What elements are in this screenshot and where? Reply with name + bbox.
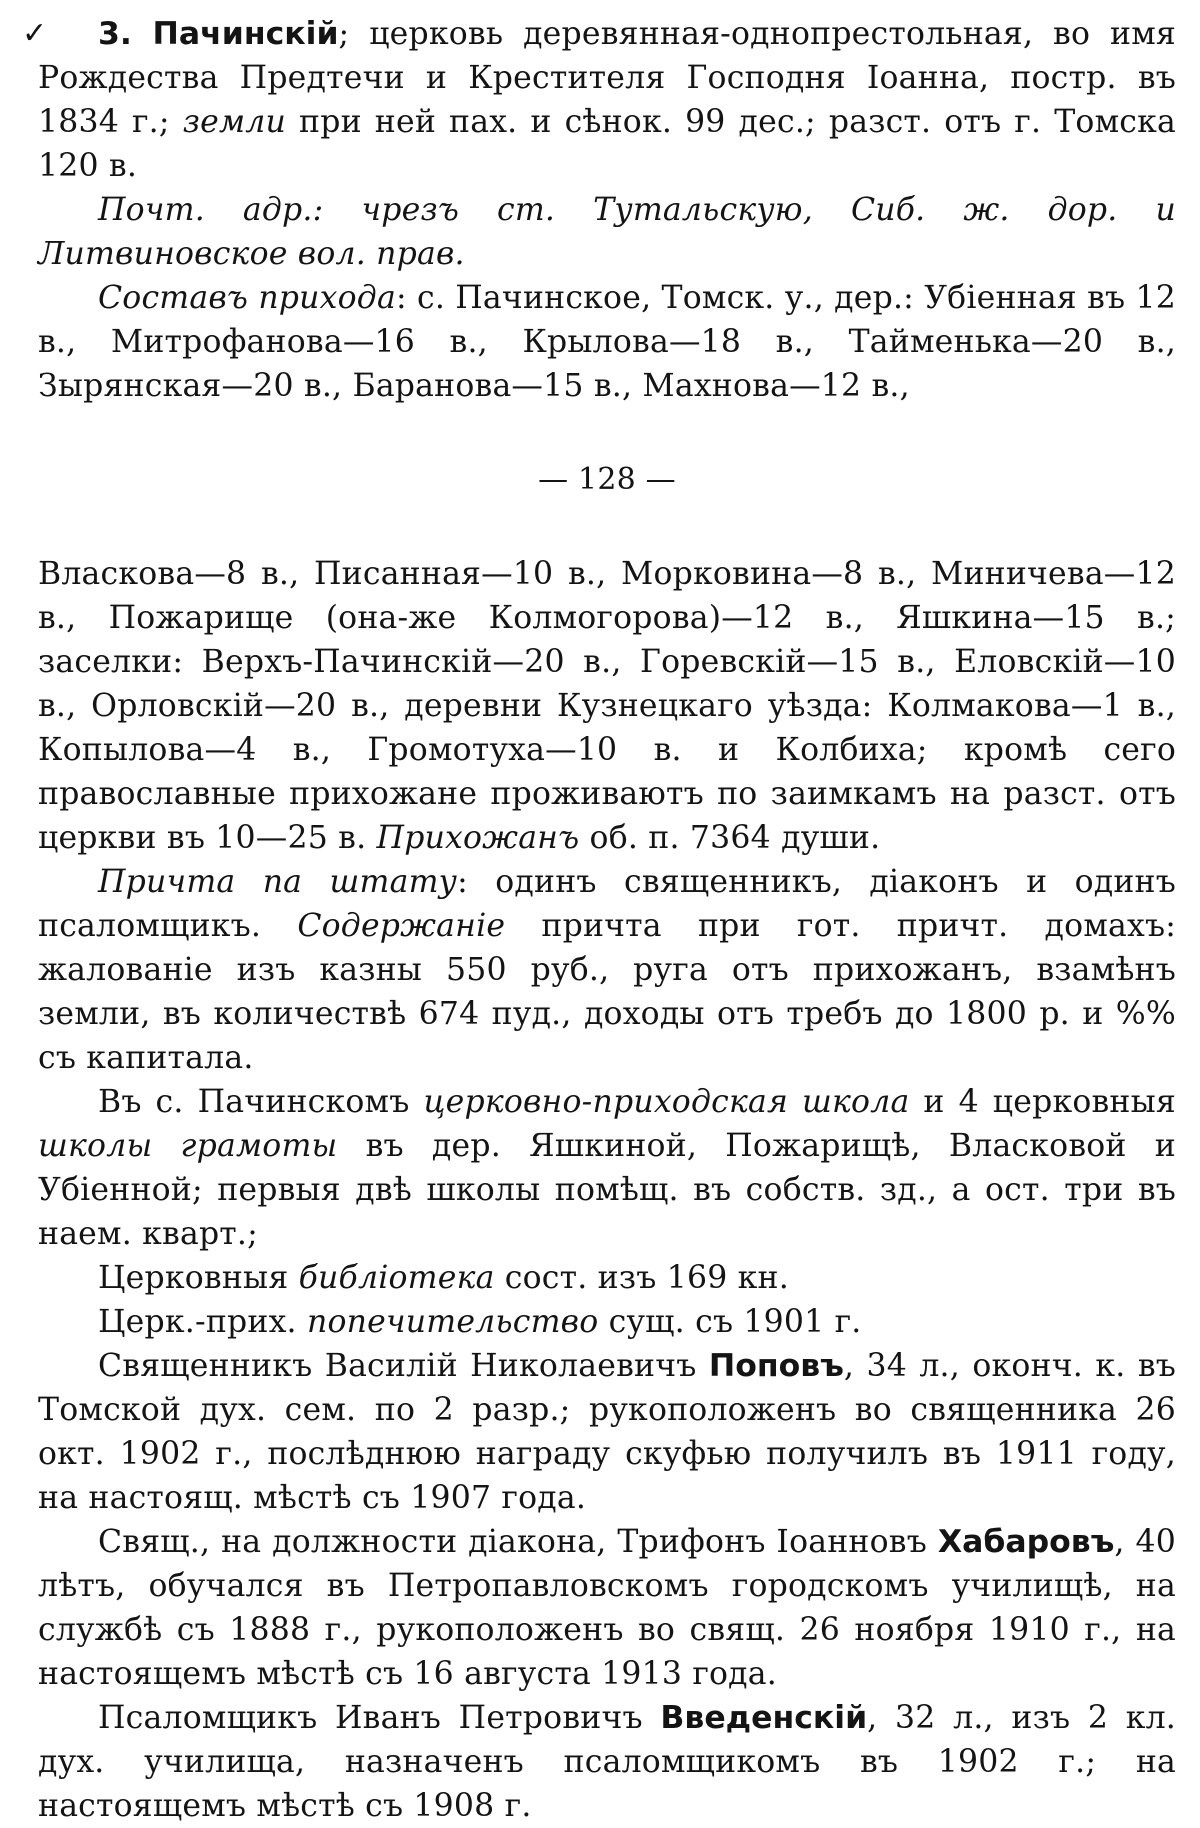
psalmist-surname: Введенскій [660,1700,868,1736]
priest-text-2: , 34 л., оконч. к. въ Томской дух. сем. по 2 разр.; рукоположенъ во священника 26 окт. 1902 г., послѣднюю награду скуфью получилъ въ 1911 году, на настоящ. мѣстѣ съ 1907 года. [38,1348,1176,1516]
deacon-text-1: Свящ., на должности діакона, Трифонъ Іоанновъ [98,1524,927,1560]
deacon-paragraph [38,1520,1176,1696]
maintenance-text: причта при гот. причт. домахъ: жалованіе изъ казны 550 руб., руга отъ прихожанъ, взамѣнъ земли, въ количествѣ 674 пуд., доходы отъ требъ до 1800 р. и %% съ капитала. [38,908,1177,1076]
maintenance-label: Содержаніе [297,908,506,944]
library-text-2: сост. изъ 169 кн. [504,1260,789,1296]
lands-label: земли [182,104,287,140]
parish-school-label: церковно-приходская школа [423,1084,910,1120]
library-paragraph [38,1256,1176,1300]
library-label: библіотека [298,1260,495,1296]
church-description: ; церковь деревянная-однопрестольная, во имя Рождества Предтечи и Крестителя Господня Іоанна, постр. въ 1834 г.; [38,16,1176,140]
psalmist-text-2: , 32 л., изъ 2 кл. дух. училища, назначенъ псаломщикомъ въ 1902 г.; на настоящемъ мѣстѣ съ 1908 г. [38,1700,1177,1824]
guardianship-text-1: Церк.-прих. [98,1304,297,1340]
parish-name: 3. Пачинскій [98,16,339,52]
document-page [38,12,1176,1828]
staff-text: : одинъ священникъ, діаконъ и одинъ псаломщикъ. [38,864,1176,944]
clergy-staff-paragraph [38,860,1176,1080]
parish-composition-start [38,276,1176,408]
library-text-1: Церковныя [98,1260,289,1296]
priest-text-1: Священникъ Василій Николаевичъ [98,1348,697,1384]
guardianship-paragraph [38,1300,1176,1344]
parish-composition-continued [38,552,1176,860]
deacon-text-2: , 40 лѣтъ, обучался въ Петропавловскомъ городскомъ училищѣ, на службѣ съ 1888 г., рукоположенъ во свящ. 26 ноября 1910 г., на настоящемъ мѣстѣ съ 16 августа 1913 года. [38,1524,1176,1692]
villages-list: Власкова—8 в., Писанная—10 в., Морковина—8 в., Миничева—12 в., Пожарище (она-же Колмогорова)—12 в., Яшкина—15 в.; заселки: Верхъ-Пачинскій—20 в., Горевскій—15 в., Еловскій—10 в., Орловскій—20 в., деревни Кузнецкаго уѣзда: Колмакова—1 в., Копылова—4 в., Громотуха—10 в. и Колбиха; кромѣ сего православные прихожане проживаютъ по заимкамъ на разст. отъ церкви въ 10—25 в. [38,556,1176,856]
psalmist-paragraph [38,1696,1176,1828]
psalmist-text-1: Псаломщикъ Иванъ Петровичъ [98,1700,643,1736]
postal-address: Почт. адр.: чрезъ ст. Тутальскую, Сиб. ж. дор. и Литвиновское вол. прав. [38,192,1176,272]
schools-paragraph [38,1080,1176,1256]
handwritten-check-mark: ✓ [22,16,48,51]
parish-entry-header [38,12,1176,188]
guardianship-label: попечительство [306,1304,599,1340]
parishioners-label: Прихожанъ [376,820,580,856]
lands-description: при ней пах. и сѣнок. 99 дес.; разст. отъ г. Томска 120 в. [38,104,1177,184]
priest-surname: Поповъ [708,1348,844,1384]
parish-composition-label: Составъ прихода [98,280,396,316]
priest-paragraph [38,1344,1176,1520]
guardianship-text-2: сущ. съ 1901 г. [608,1304,862,1340]
deacon-surname: Хабаровъ [937,1524,1115,1560]
page-number: — 128 — [538,462,676,497]
parish-composition-text: : с. Пачинское, Томск. у., дер.: Убіенная въ 12 в., Митрофанова—16 в., Крылова—18 в., Тайменька—20 в., Зырянская—20 в., Баранова—15 в., Махнова—12 в., [38,280,1176,404]
literacy-schools-label: школы грамоты [38,1128,338,1164]
staff-label: Причта па штату [98,864,458,900]
schools-text-3: въ дер. Яшкиной, Пожарищѣ, Власковой и Убіенной; первыя двѣ школы помѣщ. въ собств. зд., а ост. три въ наем. кварт.; [38,1128,1176,1252]
parishioners-count: об. п. 7364 души. [589,820,881,856]
schools-text-1: Въ с. Пачинскомъ [98,1084,410,1120]
schools-text-2: и 4 церковныя [923,1084,1176,1120]
